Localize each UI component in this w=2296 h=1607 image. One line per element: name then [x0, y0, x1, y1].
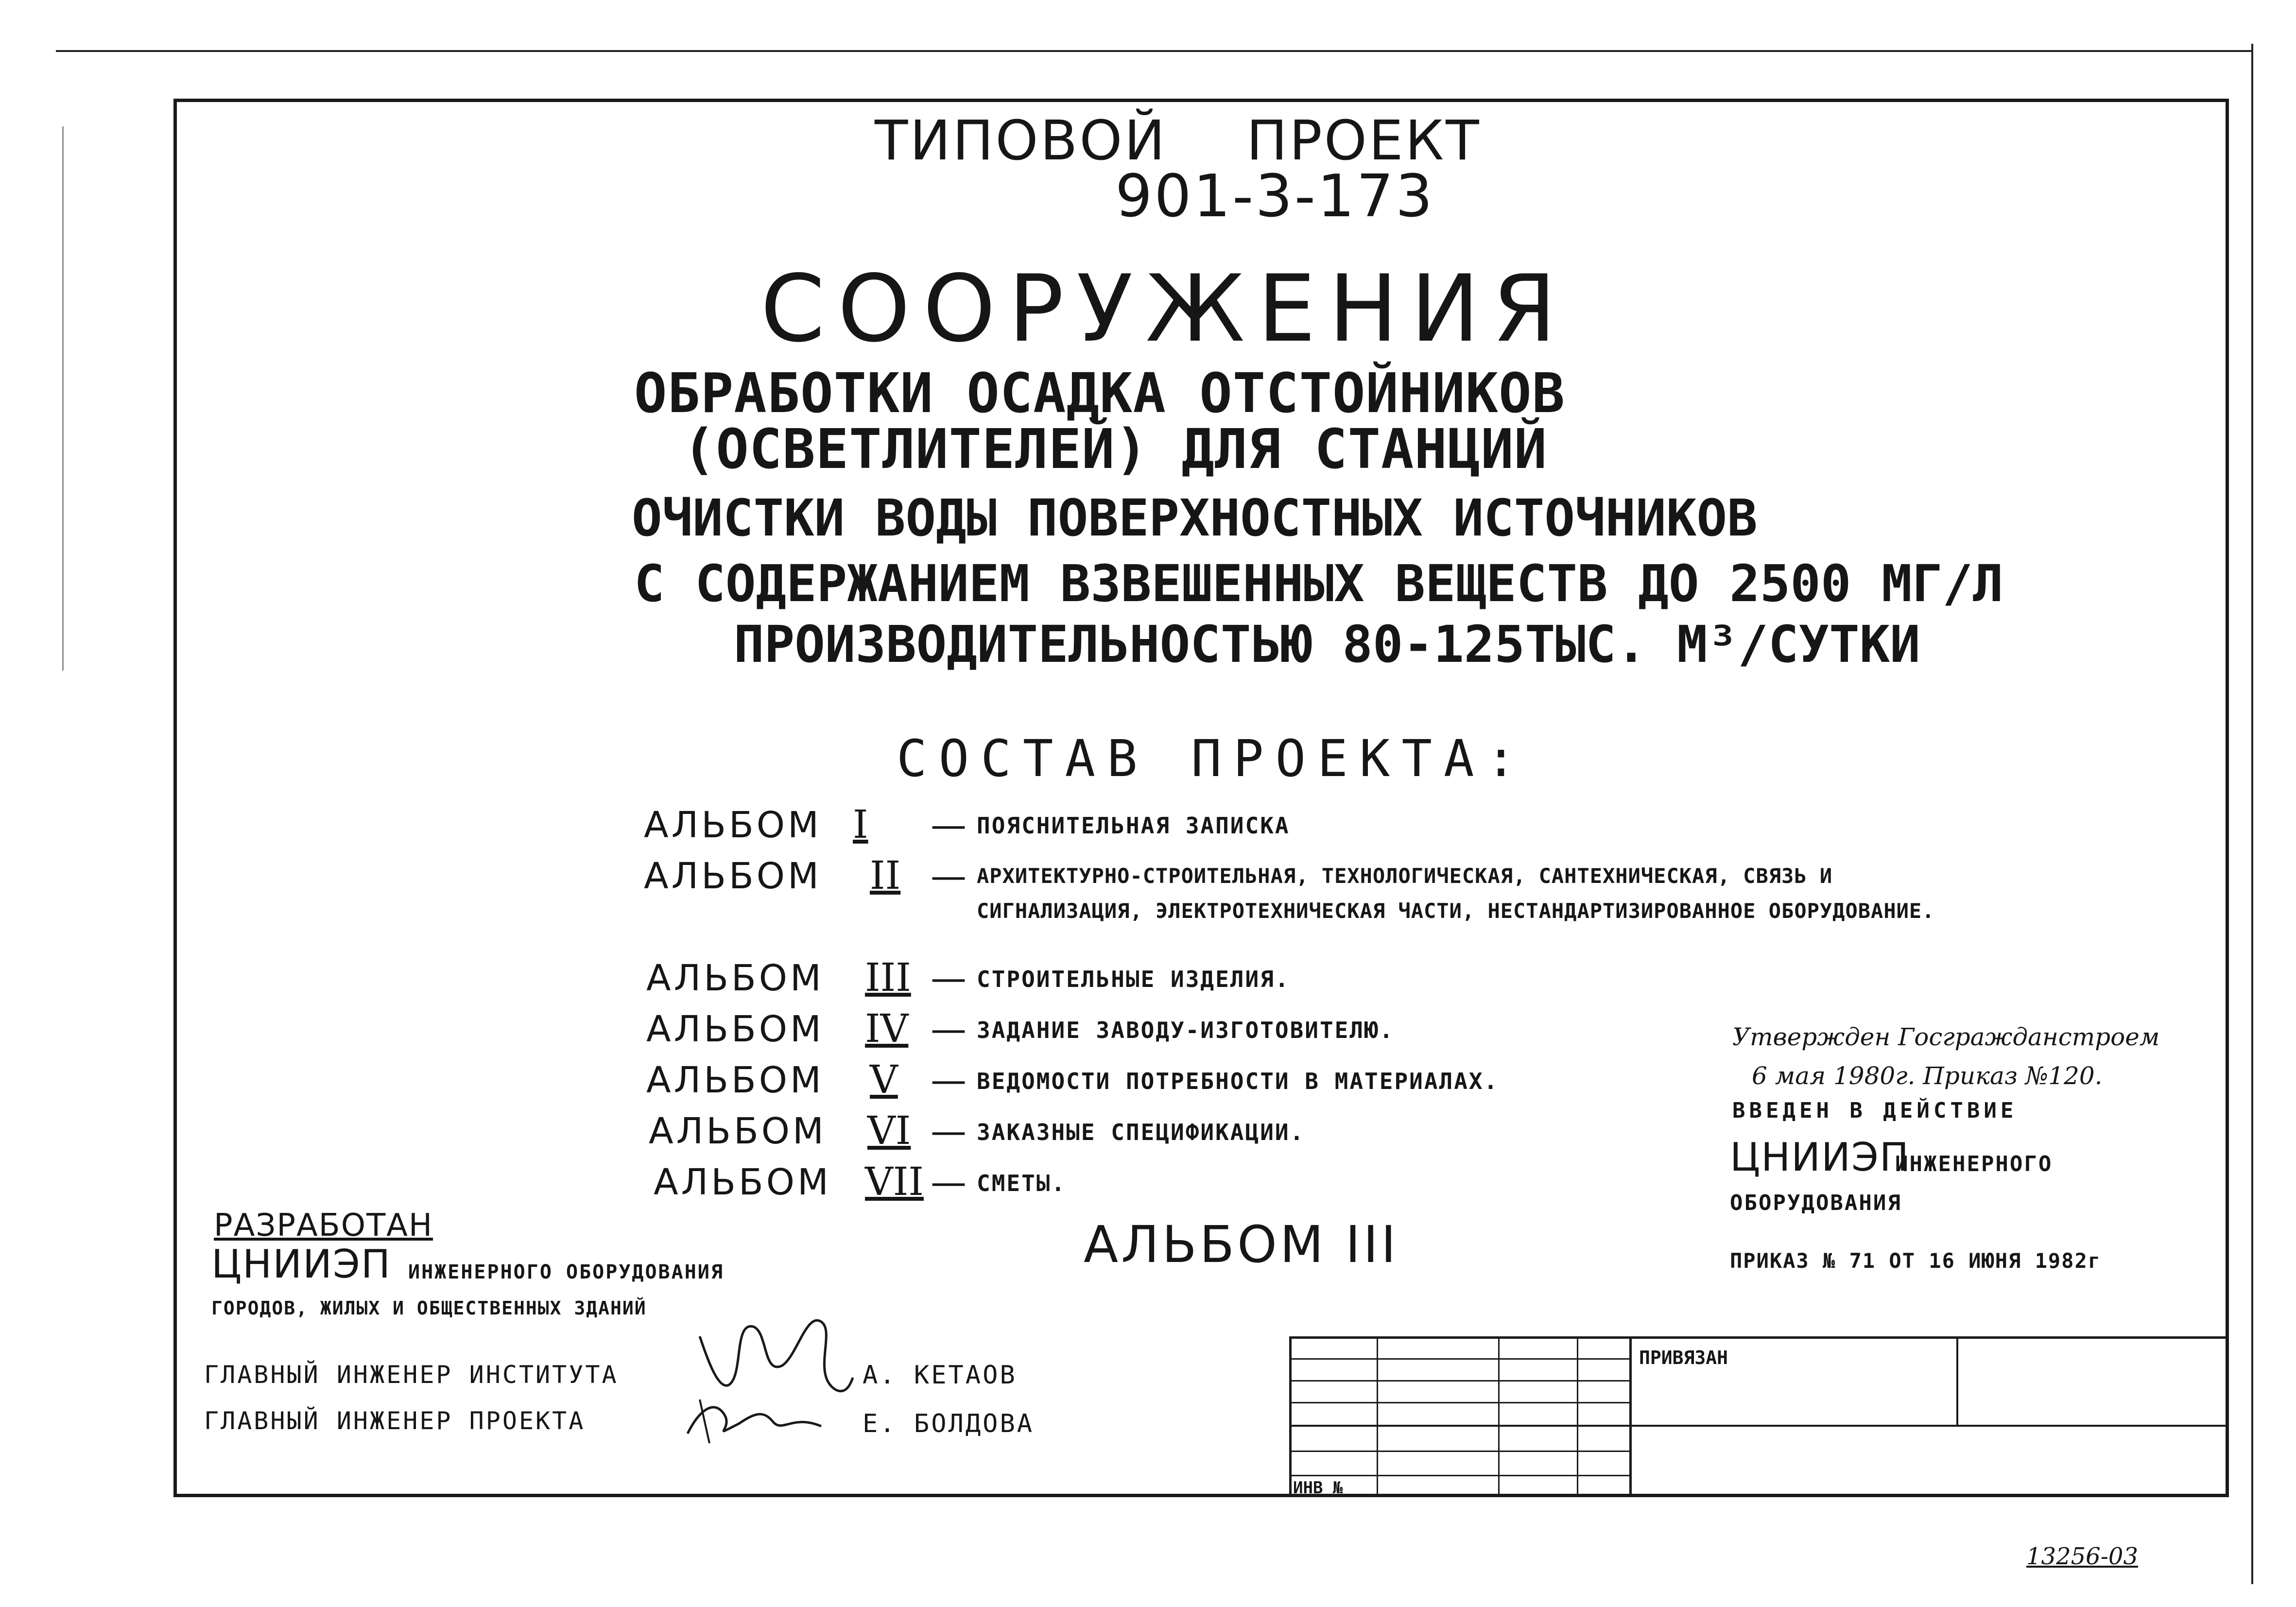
album-word: АЛЬБОМ [644, 804, 822, 846]
project-number: 901-3-173 [1115, 163, 1435, 230]
stamp-line-v [1289, 1336, 1292, 1497]
album-description: СМЕТЫ. [977, 1170, 1067, 1196]
title-line-3: ОЧИСТКИ ВОДЫ ПОВЕРХНОСТНЫХ ИСТОЧНИКОВ [632, 488, 1758, 548]
title-main: СООРУЖЕНИЯ [760, 255, 1569, 363]
album-word: АЛЬБОМ [646, 957, 824, 999]
title-line-2: (ОСВЕТЛИТЕЛЕЙ) ДЛЯ СТАНЦИЙ [683, 418, 1548, 481]
album-dash: — [931, 1110, 967, 1152]
chief-project-role: ГЛАВНЫЙ ИНЖЕНЕР ПРОЕКТА [204, 1407, 586, 1435]
album-number: IV [865, 1006, 909, 1051]
album-dash: — [931, 1008, 967, 1050]
stamp-line-v [1956, 1336, 1958, 1425]
album-dash: — [931, 804, 967, 846]
sheet-code: 13256-03 [2026, 1543, 2138, 1570]
stamp-line-h [1289, 1475, 1629, 1476]
album-description: ЗАКАЗНЫЕ СПЕЦИФИКАЦИИ. [977, 1119, 1305, 1145]
album-description: ПОЯСНИТЕЛЬНАЯ ЗАПИСКА [977, 812, 1290, 839]
developer-org-line-2: ГОРОДОВ, ЖИЛЫХ И ОБЩЕСТВЕННЫХ ЗДАНИЙ [211, 1297, 647, 1319]
signature-chief-project [680, 1380, 826, 1453]
stamp-line-v [1377, 1336, 1378, 1497]
album-word: АЛЬБОМ [654, 1161, 831, 1203]
title-line-5: ПРОИЗВОДИТЕЛЬНОСТЬЮ 80-125ТЫС. М³/СУТКИ [734, 615, 1920, 674]
stamp-line-h [1289, 1425, 2229, 1427]
album-dash: — [931, 855, 967, 897]
album-word: АЛЬБОМ [644, 855, 822, 897]
album-number: VI [867, 1108, 911, 1153]
chief-institute-role: ГЛАВНЫЙ ИНЖЕНЕР ИНСТИТУТА [204, 1361, 619, 1389]
approval-org-rest-1: ИНЖЕНЕРНОГО [1895, 1152, 2053, 1176]
album-dash: — [931, 1059, 967, 1101]
outer-border-left [62, 126, 64, 671]
outer-border-top [56, 50, 2252, 52]
album-number: V [870, 1057, 898, 1102]
stamp-line-h [1289, 1380, 1629, 1382]
stamp-line-h [1289, 1402, 1629, 1403]
developer-label: РАЗРАБОТАН [214, 1208, 433, 1244]
composition-heading: СОСТАВ ПРОЕКТА: [897, 729, 1528, 788]
header-proekt: ПРОЕКТ [1246, 109, 1481, 173]
approval-line-2: 6 мая 1980г. Приказ №120. [1752, 1062, 2103, 1090]
header-typovoy: ТИПОВОЙ [875, 109, 1167, 173]
album-word: АЛЬБОМ [649, 1110, 827, 1152]
stamp-line-h [1289, 1358, 1629, 1360]
approval-org-abbr: ЦНИИЭП [1730, 1135, 1910, 1180]
album-number: III [865, 955, 911, 1000]
stamp-line-v [1629, 1336, 1632, 1497]
album-number: II [870, 853, 901, 898]
album-dash: — [931, 1161, 967, 1203]
approval-order: ПРИКАЗ № 71 ОТ 16 ИЮНЯ 1982г [1730, 1249, 2102, 1273]
album-description: СТРОИТЕЛЬНЫЕ ИЗДЕЛИЯ. [977, 966, 1290, 992]
album-description: АРХИТЕКТУРНО-СТРОИТЕЛЬНАЯ, ТЕХНОЛОГИЧЕСКАЯ, САНТЕХНИЧЕСКАЯ, СВЯЗЬ И [977, 864, 1833, 888]
stamp-inv-number: ИНВ № [1293, 1478, 1343, 1498]
album-description-line-2: СИГНАЛИЗАЦИЯ, ЭЛЕКТРОТЕХНИЧЕСКАЯ ЧАСТИ, НЕСТАНДАРТИЗИРОВАННОЕ ОБОРУДОВАНИЕ. [977, 899, 1935, 923]
album-number: I [853, 802, 868, 847]
title-line-1: ОБРАБОТКИ ОСАДКА ОТСТОЙНИКОВ [634, 362, 1566, 425]
outer-border-right [2251, 44, 2253, 1584]
stamp-privyazan: ПРИВЯЗАН [1639, 1347, 1728, 1368]
album-description: ЗАДАНИЕ ЗАВОДУ-ИЗГОТОВИТЕЛЮ. [977, 1017, 1395, 1043]
album-dash: — [931, 957, 967, 999]
stamp-table [1289, 1336, 2229, 1497]
chief-project-name: Е. БОЛДОВА [863, 1409, 1035, 1438]
developer-org-rest: ИНЖЕНЕРНОГО ОБОРУДОВАНИЯ [408, 1261, 724, 1283]
album-number: VII [865, 1159, 924, 1204]
stamp-line-v [1577, 1336, 1578, 1497]
chief-institute-name: А. КЕТАОВ [863, 1361, 1017, 1390]
album-word: АЛЬБОМ [646, 1059, 824, 1101]
developer-org-abbr: ЦНИИЭП [211, 1242, 391, 1287]
stamp-line-v [1498, 1336, 1500, 1497]
stamp-line-h [1289, 1451, 1629, 1452]
approval-line-1: Утвержден Госгражданстроем [1732, 1023, 2160, 1051]
album-description: ВЕДОМОСТИ ПОТРЕБНОСТИ В МАТЕРИАЛАХ. [977, 1068, 1499, 1094]
approval-org-rest-2: ОБОРУДОВАНИЯ [1730, 1191, 1902, 1215]
introduced-label: ВВЕДЕН В ДЕЙСТВИЕ [1732, 1098, 2018, 1123]
stamp-line-h [1289, 1336, 2229, 1339]
album-word: АЛЬБОМ [646, 1008, 824, 1050]
album-footer: АЛЬБОМ III [1084, 1215, 1399, 1274]
title-line-4: С СОДЕРЖАНИЕМ ВЗВЕШЕННЫХ ВЕЩЕСТВ ДО 2500 МГ/Л [634, 554, 2003, 613]
